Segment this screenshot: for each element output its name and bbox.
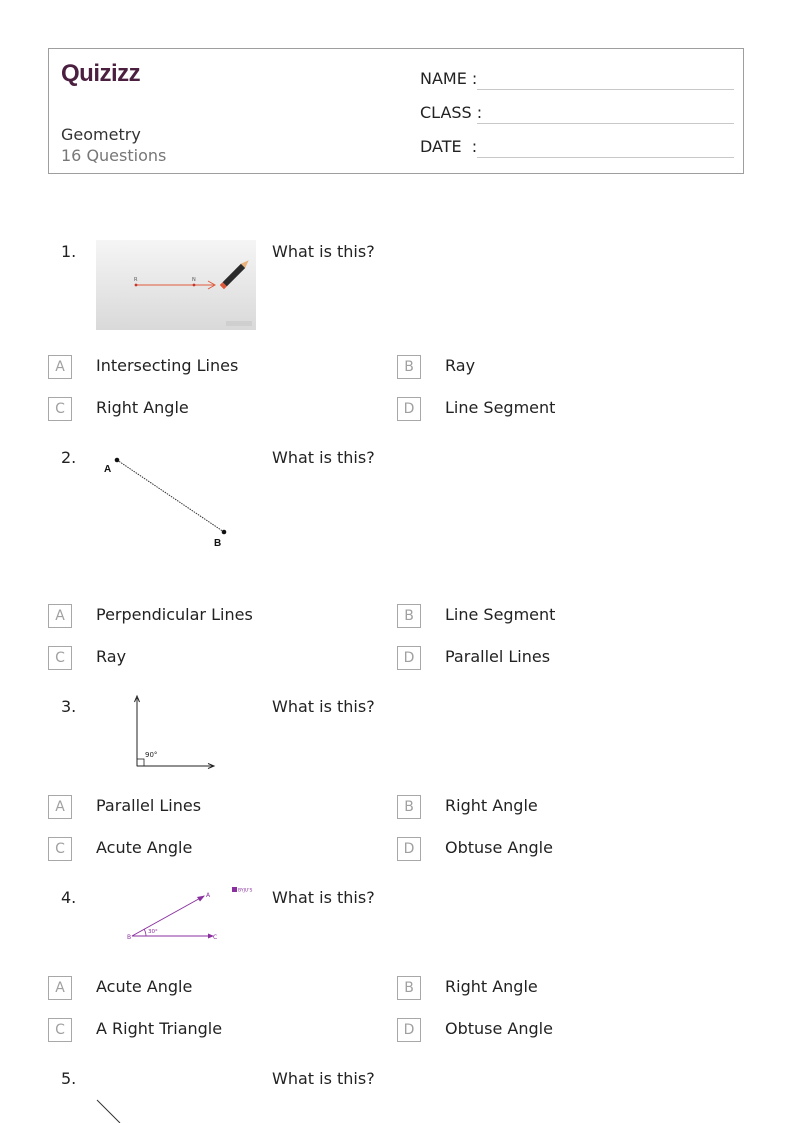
option-text: Right Angle xyxy=(96,398,189,417)
question-prompt: What is this? xyxy=(272,888,375,907)
class-field[interactable] xyxy=(420,103,734,125)
right-angle-mark xyxy=(137,759,144,766)
worksheet-title: Geometry xyxy=(61,125,141,144)
point-n xyxy=(193,284,196,287)
label-a: A xyxy=(206,892,211,899)
option-text: Perpendicular Lines xyxy=(96,605,253,624)
date-label: DATE : xyxy=(420,137,478,156)
label-a: A xyxy=(104,464,112,475)
option-letter: D xyxy=(397,397,421,421)
option-text: Right Angle xyxy=(445,977,538,996)
question-5-image xyxy=(96,1096,156,1123)
option-b[interactable] xyxy=(397,355,717,379)
label-b: B xyxy=(127,934,132,941)
acute-angle-image xyxy=(96,884,256,946)
option-text: Obtuse Angle xyxy=(445,1019,553,1038)
angle-label: 90° xyxy=(145,751,158,759)
byjus-logo-text: BYJU'S xyxy=(238,888,253,894)
angle-label: 30° xyxy=(148,929,158,935)
option-d[interactable] xyxy=(397,397,717,421)
question-prompt: What is this? xyxy=(272,1069,375,1088)
quizizz-logo xyxy=(61,57,153,89)
question-prompt: What is this? xyxy=(272,242,375,261)
arrowhead-a xyxy=(197,896,205,902)
option-letter: C xyxy=(48,1018,72,1042)
line-segment-image xyxy=(96,448,256,558)
option-letter: A xyxy=(48,355,72,379)
label-c: C xyxy=(213,934,218,941)
option-a[interactable] xyxy=(48,604,368,628)
option-letter: A xyxy=(48,795,72,819)
question-prompt: What is this? xyxy=(272,448,375,467)
option-text: Acute Angle xyxy=(96,977,193,996)
byjus-logo-mark xyxy=(232,887,237,892)
name-field[interactable] xyxy=(420,69,734,91)
option-letter: C xyxy=(48,837,72,861)
class-label: CLASS : xyxy=(420,103,483,122)
option-letter: B xyxy=(397,795,421,819)
option-text: Obtuse Angle xyxy=(445,838,553,857)
option-c[interactable] xyxy=(48,837,368,861)
option-letter: C xyxy=(48,397,72,421)
option-text: Line Segment xyxy=(445,605,556,624)
option-text: Line Segment xyxy=(445,398,556,417)
question-number: 5. xyxy=(61,1069,77,1088)
option-letter: A xyxy=(48,604,72,628)
angle-arc xyxy=(144,929,146,936)
option-letter: A xyxy=(48,976,72,1000)
label-b: B xyxy=(214,538,222,549)
option-text: Parallel Lines xyxy=(445,647,551,666)
ray-ba xyxy=(132,896,204,936)
option-text: Right Angle xyxy=(445,796,538,815)
class-line[interactable] xyxy=(477,123,734,124)
right-angle-image xyxy=(96,692,256,772)
option-d[interactable] xyxy=(397,646,717,670)
option-a[interactable] xyxy=(48,355,368,379)
question-number: 4. xyxy=(61,888,77,907)
option-b[interactable] xyxy=(397,795,717,819)
name-line[interactable] xyxy=(477,89,734,90)
option-letter: C xyxy=(48,646,72,670)
option-text: A Right Triangle xyxy=(96,1019,223,1038)
option-text: Ray xyxy=(96,647,127,666)
question-number: 3. xyxy=(61,697,77,716)
option-letter: D xyxy=(397,837,421,861)
option-text: Acute Angle xyxy=(96,838,193,857)
worksheet-header xyxy=(48,48,744,174)
label-r: R xyxy=(134,277,138,283)
point-a xyxy=(115,458,120,463)
watermark xyxy=(226,321,252,326)
point-b xyxy=(222,530,227,535)
option-d[interactable] xyxy=(397,1018,717,1042)
question-number: 1. xyxy=(61,242,77,261)
question-number: 2. xyxy=(61,448,77,467)
option-text: Ray xyxy=(445,356,476,375)
ray-image xyxy=(96,240,256,330)
option-b[interactable] xyxy=(397,976,717,1000)
option-c[interactable] xyxy=(48,1018,368,1042)
option-a[interactable] xyxy=(48,976,368,1000)
option-letter: D xyxy=(397,1018,421,1042)
option-letter: B xyxy=(397,976,421,1000)
segment-line xyxy=(117,460,224,532)
option-letter: B xyxy=(397,604,421,628)
question-count: 16 Questions xyxy=(61,146,167,165)
option-b[interactable] xyxy=(397,604,717,628)
brand-text: Quizizz xyxy=(61,60,141,87)
option-text: Intersecting Lines xyxy=(96,356,239,375)
option-c[interactable] xyxy=(48,397,368,421)
option-c[interactable] xyxy=(48,646,368,670)
option-a[interactable] xyxy=(48,795,368,819)
point-r xyxy=(135,284,138,287)
partial-line xyxy=(97,1100,120,1123)
question-prompt: What is this? xyxy=(272,697,375,716)
option-text: Parallel Lines xyxy=(96,796,202,815)
name-label: NAME : xyxy=(420,69,478,88)
option-letter: B xyxy=(397,355,421,379)
option-d[interactable] xyxy=(397,837,717,861)
label-n: N xyxy=(192,277,196,283)
option-letter: D xyxy=(397,646,421,670)
date-field[interactable] xyxy=(420,137,734,159)
date-line[interactable] xyxy=(477,157,734,158)
